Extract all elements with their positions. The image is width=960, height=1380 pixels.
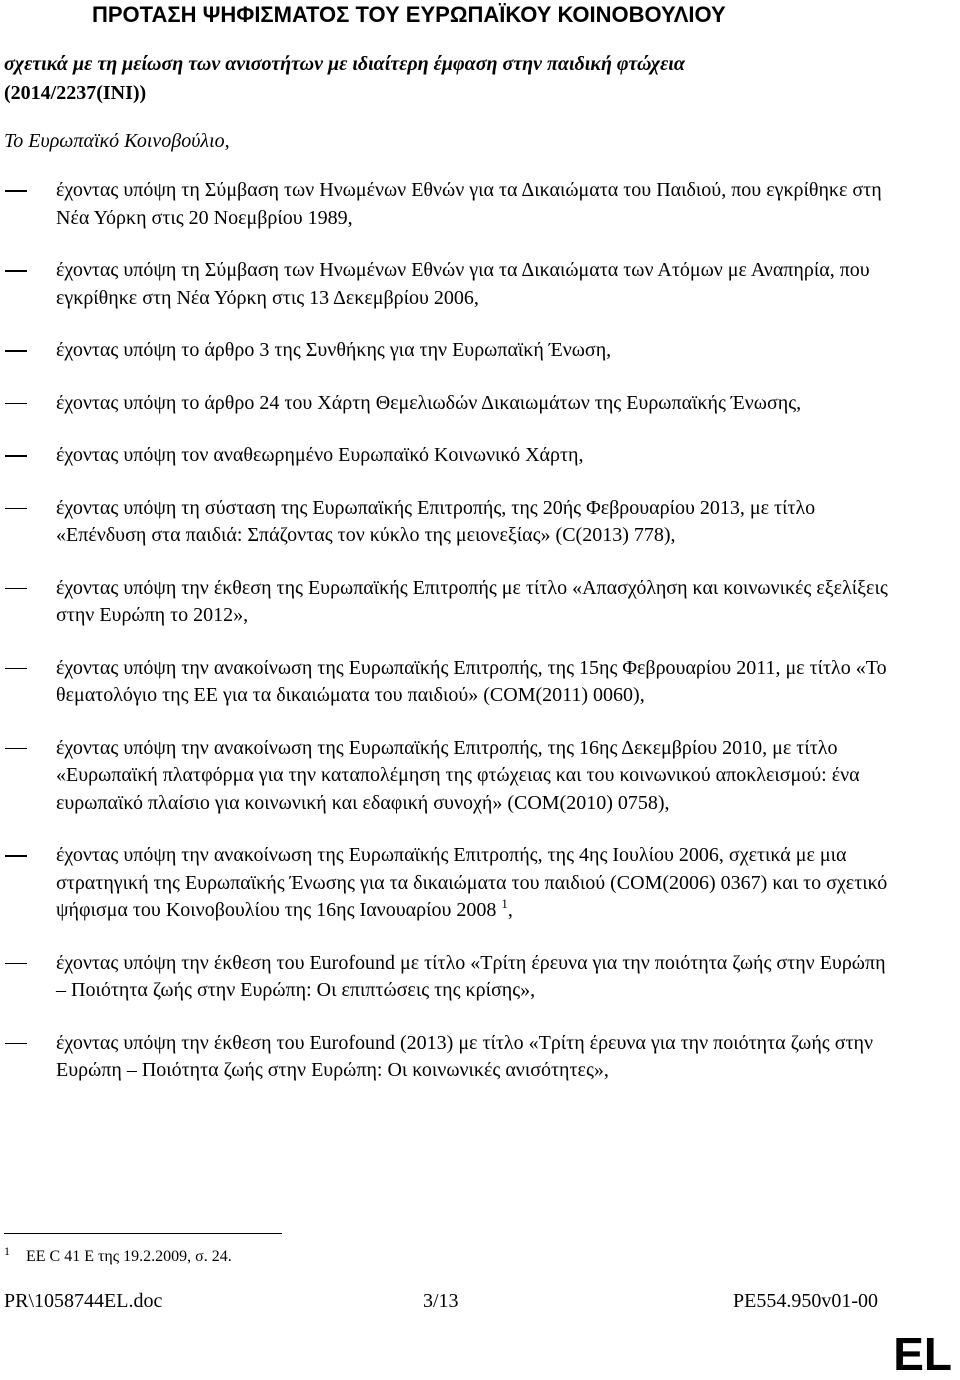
dash-bullet <box>5 1043 27 1045</box>
page-title: ΠΡΟΤΑΣΗ ΨΗΦΙΣΜΑΤΟΣ ΤΟΥ ΕΥΡΩΠΑΪΚΟΥ ΚΟΙΝΟΒΟΥΛΙΟΥ <box>92 2 726 27</box>
footnote-reference[interactable]: 1 <box>501 896 508 911</box>
citation-item <box>0 337 960 365</box>
footnote-separator <box>4 1233 282 1234</box>
footer-page-number: 3/13 <box>423 1290 459 1312</box>
citation-item <box>0 655 960 710</box>
dash-bullet <box>5 668 27 670</box>
citation-item <box>0 842 960 925</box>
footnote-text: ΕΕ C 41 E της 19.2.2009, σ. 24. <box>26 1248 232 1265</box>
footer-file-name: PR\1058744EL.doc <box>4 1290 163 1312</box>
dash-bullet <box>5 855 27 857</box>
resolution-subtitle: σχετικά με τη μείωση των ανισοτήτων με ιδιαίτερη έμφαση στην παιδική φτώχεια <box>4 53 685 75</box>
citation-item <box>0 495 960 550</box>
language-code: EL <box>893 1328 952 1380</box>
citation-item <box>0 575 960 630</box>
footnote-number: 1 <box>4 1244 10 1258</box>
citation-text: έχοντας υπόψη την ανακοίνωση της Ευρωπαϊκής Επιτροπής, της 15ης Φεβρουαρίου 2011, με τίτλο «Το θεματολόγιο της ΕΕ για τα δικαιώματα του παιδιού» (COM(2011) 0060), <box>56 656 887 706</box>
citation-item <box>0 390 960 418</box>
footer-version: PE554.950v01-00 <box>733 1290 878 1312</box>
dash-bullet <box>5 350 27 352</box>
dash-bullet <box>5 508 27 510</box>
citation-text: έχοντας υπόψη την έκθεση της Ευρωπαϊκής Επιτροπής με τίτλο «Απασχόληση και κοινωνικές εξελίξεις στην Ευρώπη το 2012», <box>56 576 888 626</box>
footnote <box>4 1240 232 1268</box>
citation-item <box>0 442 960 470</box>
citation-text: έχοντας υπόψη τη σύσταση της Ευρωπαϊκής Επιτροπής, της 20ής Φεβρουαρίου 2013, με τίτλο «Επένδυση στα παιδιά: Σπάζοντας τον κύκλο της μειονεξίας» (C(2013) 778), <box>56 496 816 546</box>
dash-bullet <box>5 403 27 405</box>
citation-text: έχοντας υπόψη το άρθρο 3 της Συνθήκης για την Ευρωπαϊκή Ένωση, <box>56 339 612 361</box>
dash-bullet <box>5 748 27 750</box>
citation-text: έχοντας υπόψη την έκθεση του Eurofound με τίτλο «Τρίτη έρευνα για την ποιότητα ζωής στην Ευρώπη ‒ Ποιότητα ζωής στην Ευρώπη: Οι επιπτώσεις της κρίσης», <box>56 951 886 1001</box>
citation-text: έχοντας υπόψη την ανακοίνωση της Ευρωπαϊκής Επιτροπής, της 4ης Ιουλίου 2006, σχετικά με μια στρατηγική της Ευρωπαϊκής Ένωσης για τα δικαιώματα του παιδιού (COM(2006) 0367) και το σχετικό ψήφισμα του Κοινοβουλίου της 16ης Ιανουαρίου 2008 <box>56 844 888 921</box>
citation-item <box>0 950 960 1005</box>
citation-text: έχοντας υπόψη τη Σύμβαση των Ηνωμένων Εθνών για τα Δικαιώματα του Παιδιού, που εγκρίθηκε στη Νέα Υόρκη στις 20 Νοεμβρίου 1989, <box>56 179 882 229</box>
citation-text: έχοντας υπόψη το άρθρο 24 του Χάρτη Θεμελιωδών Δικαιωμάτων της Ευρωπαϊκής Ένωσης, <box>56 391 802 414</box>
citation-text: έχοντας υπόψη τη Σύμβαση των Ηνωμένων Εθνών για τα Δικαιώματα των Ατόμων με Αναπηρία, που εγκρίθηκε στη Νέα Υόρκη στις 13 Δεκεμβρίου 2006, <box>56 259 870 309</box>
citations-list <box>0 177 960 1110</box>
citation-item <box>0 257 960 312</box>
citation-tail: , <box>507 899 513 921</box>
citation-item <box>0 1030 960 1085</box>
intro-line: Το Ευρωπαϊκό Κοινοβούλιο, <box>4 130 230 152</box>
citation-item <box>0 177 960 232</box>
citation-item <box>0 735 960 818</box>
dash-bullet <box>5 455 27 457</box>
procedure-reference: (2014/2237(INI)) <box>4 82 147 104</box>
citation-text: έχοντας υπόψη την έκθεση του Eurofound (2013) με τίτλο «Τρίτη έρευνα για την ποιότητα ζωής στην Ευρώπη ‒ Ποιότητα ζωής στην Ευρώπη: Οι κοινωνικές ανισότητες», <box>56 1031 874 1081</box>
dash-bullet <box>5 588 27 590</box>
dash-bullet <box>5 190 27 192</box>
citation-text: έχοντας υπόψη τον αναθεωρημένο Ευρωπαϊκό Κοινωνικό Χάρτη, <box>56 444 584 466</box>
citation-text: έχοντας υπόψη την ανακοίνωση της Ευρωπαϊκής Επιτροπής, της 16ης Δεκεμβρίου 2010, με τίτλο «Ευρωπαϊκή πλατφόρμα για την καταπολέμηση της φτώχειας και του κοινωνικού αποκλεισμού: ένα ευρωπαϊκό πλαίσιο για κοινωνική και εδαφική συνοχή» (COM(2010) 0758), <box>56 736 860 814</box>
dash-bullet <box>5 270 27 272</box>
dash-bullet <box>5 963 27 965</box>
